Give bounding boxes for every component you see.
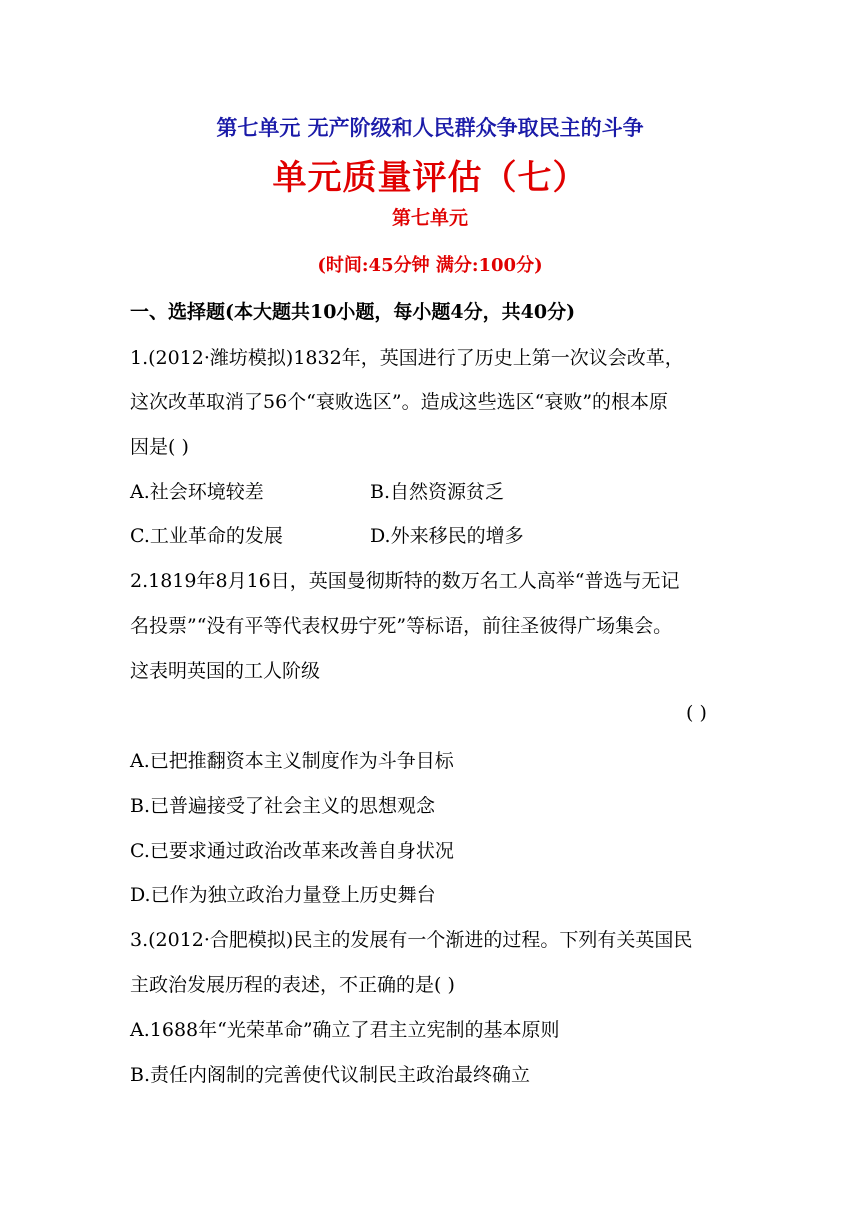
question-2-option-c[interactable]: C.已要求通过政治改革来改善自身状况	[130, 840, 454, 862]
question-3-option-a[interactable]: A.1688年“光荣革命”确立了君主立宪制的基本原则	[130, 1019, 560, 1041]
question-3-stem-line-1: 3.(2012·合肥模拟)民主的发展有一个渐进的过程。下列有关英国民	[130, 929, 693, 951]
question-2-option-a[interactable]: A.已把推翻资本主义制度作为斗争目标	[130, 750, 454, 772]
question-2-answer-blank[interactable]: ( )	[686, 702, 707, 724]
question-1-stem-line-2: 这次改革取消了56个“衰败选区”。造成这些选区“衰败”的根本原	[130, 391, 669, 413]
unit-title: 第七单元 无产阶级和人民群众争取民主的斗争	[216, 115, 644, 140]
question-2-option-b[interactable]: B.已普遍接受了社会主义的思想观念	[130, 795, 436, 817]
question-1-option-d[interactable]: D.外来移民的增多	[370, 525, 524, 547]
time-and-score-info: (时间:45分钟 满分:100分)	[317, 255, 543, 276]
question-1-option-b[interactable]: B.自然资源贫乏	[370, 481, 505, 503]
question-1-option-a[interactable]: A.社会环境较差	[130, 481, 264, 503]
question-2-stem-line-2: 名投票”“没有平等代表权毋宁死”等标语，前往圣彼得广场集会。	[130, 615, 673, 637]
question-1-stem-line-3: 因是( )	[130, 436, 189, 458]
question-1-stem-line-1: 1.(2012·潍坊模拟)1832年，英国进行了历史上第一次议会改革，	[130, 347, 684, 369]
question-2-option-d[interactable]: D.已作为独立政治力量登上历史舞台	[130, 884, 436, 906]
sub-title: 第七单元	[391, 207, 468, 229]
question-3-stem-line-2: 主政治发展历程的表述，不正确的是( )	[130, 974, 455, 996]
page-title: 单元质量评估（七）	[272, 158, 588, 198]
question-2-stem-line-3: 这表明英国的工人阶级	[130, 660, 321, 682]
question-2-stem-line-1: 2.1819年8月16日，英国曼彻斯特的数万名工人高举“普选与无记	[130, 570, 680, 592]
question-1-option-c[interactable]: C.工业革命的发展	[130, 525, 283, 547]
section-heading: 一、选择题(本大题共10小题，每小题4分，共40分)	[130, 301, 576, 323]
question-3-option-b[interactable]: B.责任内阁制的完善使代议制民主政治最终确立	[130, 1064, 531, 1086]
